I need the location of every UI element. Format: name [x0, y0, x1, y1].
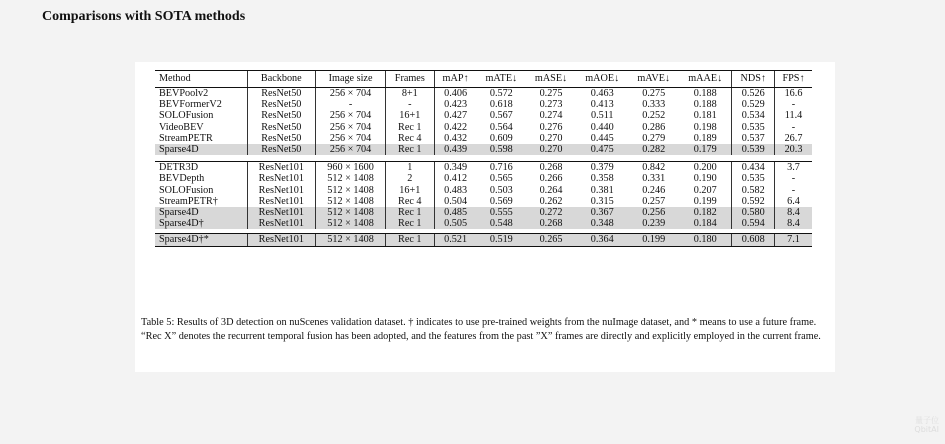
cell-backbone: ResNet50	[247, 144, 315, 155]
cell-mase: 0.272	[526, 207, 576, 218]
cell-mave: 0.333	[642, 99, 666, 111]
watermark	[914, 416, 939, 434]
cell-backbone: ResNet50	[247, 88, 315, 100]
cell-nds: 0.594	[732, 218, 775, 229]
cell-mase: 0.275	[539, 88, 563, 99]
cell-fps: -	[775, 173, 813, 184]
cell-mase: 0.265	[526, 234, 576, 246]
cell-mase: 0.270	[539, 132, 563, 144]
cell-mate: 0.618	[489, 99, 513, 111]
cell-map: 0.439	[434, 144, 477, 155]
cell-backbone: ResNet101	[247, 185, 315, 196]
cell-method: BEVDepth	[159, 173, 205, 185]
cell-mate: 0.565	[489, 173, 513, 185]
table-row	[155, 88, 812, 100]
cell-method: BEVFormerV2	[159, 99, 222, 111]
table-caption: Table 5: Results of 3D detection on nuScenes validation dataset. † indicates to use pre-trained weights from the nuImage dataset, and * means to use a future frame. “Rec X” denotes the recurrent temporal fusion has been adopted, and the features from the past ”X” frames are directly and explicitly employed in the current frame.	[141, 317, 821, 342]
cell-fps: 20.3	[775, 144, 813, 155]
table-row	[155, 162, 812, 174]
cell-image-size: 512 × 1408	[316, 207, 386, 218]
cell-mate: 0.569	[489, 195, 513, 207]
cell-backbone: ResNet101	[247, 207, 315, 218]
col-header-maae: mAAE↓	[679, 71, 732, 88]
cell-mave: 0.279	[642, 132, 666, 144]
cell-mave: 0.282	[628, 144, 679, 155]
col-header-backbone: Backbone	[247, 71, 315, 88]
cell-backbone: ResNet50	[247, 110, 315, 121]
cell-nds: 0.537	[732, 133, 775, 144]
cell-method: SOLOFusion	[159, 110, 214, 122]
cell-maoe: 0.475	[576, 144, 628, 155]
cell-image-size: 256 × 704	[316, 144, 386, 155]
cell-method: Sparse4D	[155, 144, 247, 155]
cell-map: 0.432	[434, 133, 477, 144]
cell-nds: 0.539	[732, 144, 775, 155]
cell-image-size: 512 × 1408	[316, 218, 386, 229]
cell-method: Sparse4D†*	[155, 234, 247, 246]
cell-fps: 6.4	[775, 196, 813, 207]
cell-maae: 0.198	[693, 121, 717, 133]
cell-mase: 0.274	[539, 110, 563, 122]
watermark-line: 量子位	[915, 416, 939, 425]
col-header-mave: mAVE↓	[628, 71, 679, 88]
cell-mave: 0.257	[642, 195, 666, 207]
cell-maae: 0.189	[693, 132, 717, 144]
cell-backbone: ResNet50	[247, 122, 315, 133]
cell-frames: 1	[386, 162, 434, 174]
cell-mate: 0.609	[489, 132, 513, 144]
col-header-mase: mASE↓	[526, 71, 576, 88]
cell-fps: 3.7	[775, 162, 813, 174]
cell-frames: 2	[386, 173, 434, 184]
cell-maae: 0.180	[679, 234, 732, 246]
cell-frames: Rec 1	[386, 207, 434, 218]
cell-mave: 0.256	[628, 207, 679, 218]
cell-mave: 0.252	[642, 110, 666, 122]
table-row	[155, 185, 812, 196]
cell-maoe: 0.440	[590, 121, 614, 133]
cell-mase: 0.262	[539, 195, 563, 207]
cell-image-size: 256 × 704	[316, 88, 386, 100]
cell-map: 0.483	[434, 185, 477, 196]
cell-mate: 0.519	[477, 234, 526, 246]
cell-image-size: 960 × 1600	[316, 162, 386, 174]
cell-image-size: 256 × 704	[316, 110, 386, 121]
cell-maae: 0.207	[693, 184, 717, 196]
cell-maoe: 0.379	[576, 162, 628, 174]
col-header-nds: NDS↑	[732, 71, 775, 88]
table-row	[155, 99, 812, 110]
cell-image-size: -	[316, 99, 386, 110]
cell-mate: 0.564	[489, 121, 513, 133]
cell-fps: 16.6	[775, 88, 813, 100]
cell-frames: Rec 1	[386, 144, 434, 155]
table-header-row	[155, 71, 812, 88]
cell-mate: 0.598	[477, 144, 526, 155]
cell-nds: 0.526	[732, 88, 775, 100]
results-table	[155, 70, 812, 247]
cell-backbone: ResNet50	[247, 133, 315, 144]
cell-backbone: ResNet101	[247, 234, 315, 246]
col-header-maoe: mAOE↓	[576, 71, 628, 88]
cell-fps: 8.4	[775, 207, 813, 218]
cell-backbone: ResNet101	[247, 162, 315, 174]
cell-map: 0.504	[434, 196, 477, 207]
cell-mase: 0.264	[539, 184, 563, 196]
cell-mave: 0.275	[642, 88, 666, 99]
cell-mase: 0.266	[539, 173, 563, 185]
table-row	[155, 207, 812, 218]
cell-nds: 0.580	[732, 207, 775, 218]
cell-method: StreamPETR†	[159, 195, 218, 207]
cell-maae: 0.200	[679, 162, 732, 174]
cell-maae: 0.190	[693, 173, 717, 185]
cell-fps: 26.7	[775, 133, 813, 144]
cell-maoe: 0.364	[576, 234, 628, 246]
table-row	[155, 133, 812, 144]
cell-maoe: 0.358	[590, 173, 614, 185]
cell-method: DETR3D	[155, 162, 247, 174]
col-header-image-size: Image size	[316, 71, 386, 88]
cell-backbone: ResNet101	[247, 196, 315, 207]
cell-mase: 0.268	[526, 162, 576, 174]
cell-mase: 0.273	[539, 99, 563, 111]
cell-mave: 0.199	[628, 234, 679, 246]
cell-frames: Rec 1	[386, 122, 434, 133]
cell-nds: 0.534	[732, 110, 775, 121]
cell-nds: 0.592	[732, 196, 775, 207]
cell-frames: 16+1	[386, 185, 434, 196]
cell-maae: 0.199	[693, 195, 717, 207]
cell-backbone: ResNet101	[247, 218, 315, 229]
table-body	[155, 88, 812, 247]
cell-mate: 0.548	[477, 218, 526, 229]
watermark-line: QbitAI	[914, 425, 939, 434]
cell-nds: 0.608	[732, 234, 775, 246]
cell-image-size: 256 × 704	[316, 133, 386, 144]
cell-maae: 0.179	[679, 144, 732, 155]
cell-mate: 0.503	[489, 184, 513, 196]
table-row	[155, 234, 812, 246]
cell-fps: 7.1	[775, 234, 813, 246]
cell-image-size: 512 × 1408	[316, 196, 386, 207]
cell-frames: 8+1	[386, 88, 434, 100]
cell-map: 0.422	[434, 122, 477, 133]
cell-method: SOLOFusion	[159, 184, 214, 196]
cell-maae: 0.188	[693, 88, 717, 99]
table-row	[155, 218, 812, 229]
cell-mase: 0.276	[539, 121, 563, 133]
cell-map: 0.349	[434, 162, 477, 174]
table-row	[155, 173, 812, 184]
cell-mave: 0.331	[642, 173, 666, 185]
cell-method: StreamPETR	[159, 132, 213, 144]
cell-frames: Rec 4	[386, 133, 434, 144]
cell-backbone: ResNet101	[247, 173, 315, 184]
cell-nds: 0.434	[732, 162, 775, 174]
cell-maoe: 0.413	[590, 99, 614, 111]
cell-nds: 0.535	[732, 173, 775, 184]
cell-nds: 0.529	[732, 99, 775, 110]
cell-mave: 0.842	[628, 162, 679, 174]
col-header-method: Method	[155, 71, 247, 88]
cell-maoe: 0.348	[576, 218, 628, 229]
col-header-map: mAP↑	[434, 71, 477, 88]
cell-frames: -	[386, 99, 434, 110]
cell-image-size: 512 × 1408	[316, 185, 386, 196]
col-header-mate: mATE↓	[477, 71, 526, 88]
cell-mave: 0.286	[642, 121, 666, 133]
cell-nds: 0.535	[732, 122, 775, 133]
col-header-frames: Frames	[386, 71, 434, 88]
cell-map: 0.423	[434, 99, 477, 110]
table-row	[155, 110, 812, 121]
cell-maoe: 0.315	[590, 195, 614, 207]
cell-map: 0.406	[434, 88, 477, 100]
cell-mate: 0.716	[477, 162, 526, 174]
cell-frames: Rec 1	[386, 234, 434, 246]
cell-mave: 0.246	[642, 184, 666, 196]
cell-method: VideoBEV	[159, 121, 204, 133]
cell-fps: 11.4	[775, 110, 813, 121]
cell-fps: 8.4	[775, 218, 813, 229]
cell-frames: Rec 1	[386, 218, 434, 229]
table-row	[155, 122, 812, 133]
table-row	[155, 196, 812, 207]
cell-maoe: 0.367	[576, 207, 628, 218]
cell-mase: 0.268	[526, 218, 576, 229]
cell-map: 0.505	[434, 218, 477, 229]
cell-map: 0.412	[434, 173, 477, 184]
cell-image-size: 256 × 704	[316, 122, 386, 133]
cell-map: 0.521	[434, 234, 477, 246]
cell-maoe: 0.445	[590, 132, 614, 144]
paper-figure	[135, 62, 835, 372]
cell-method: BEVPoolv2	[159, 88, 209, 99]
cell-frames: Rec 4	[386, 196, 434, 207]
cell-backbone: ResNet50	[247, 99, 315, 110]
table-row	[155, 144, 812, 155]
col-header-fps: FPS↑	[775, 71, 813, 88]
cell-maae: 0.182	[679, 207, 732, 218]
cell-maae: 0.188	[693, 99, 717, 111]
slide-title: Comparisons with SOTA methods	[42, 9, 246, 24]
cell-fps: -	[775, 185, 813, 196]
cell-maae: 0.184	[679, 218, 732, 229]
cell-maoe: 0.511	[590, 110, 614, 122]
cell-map: 0.427	[434, 110, 477, 121]
cell-nds: 0.582	[732, 185, 775, 196]
cell-maae: 0.181	[693, 110, 717, 122]
cell-mate: 0.567	[489, 110, 513, 122]
cell-image-size: 512 × 1408	[316, 234, 386, 246]
cell-method: Sparse4D†	[155, 218, 247, 229]
cell-map: 0.485	[434, 207, 477, 218]
cell-mate: 0.555	[477, 207, 526, 218]
cell-image-size: 512 × 1408	[316, 173, 386, 184]
cell-mase: 0.270	[526, 144, 576, 155]
cell-fps: -	[775, 122, 813, 133]
cell-mave: 0.239	[628, 218, 679, 229]
cell-fps: -	[775, 99, 813, 110]
cell-maoe: 0.463	[590, 88, 614, 99]
cell-frames: 16+1	[386, 110, 434, 121]
cell-method: Sparse4D	[155, 207, 247, 218]
cell-maoe: 0.381	[590, 184, 614, 196]
cell-mate: 0.572	[489, 88, 513, 99]
